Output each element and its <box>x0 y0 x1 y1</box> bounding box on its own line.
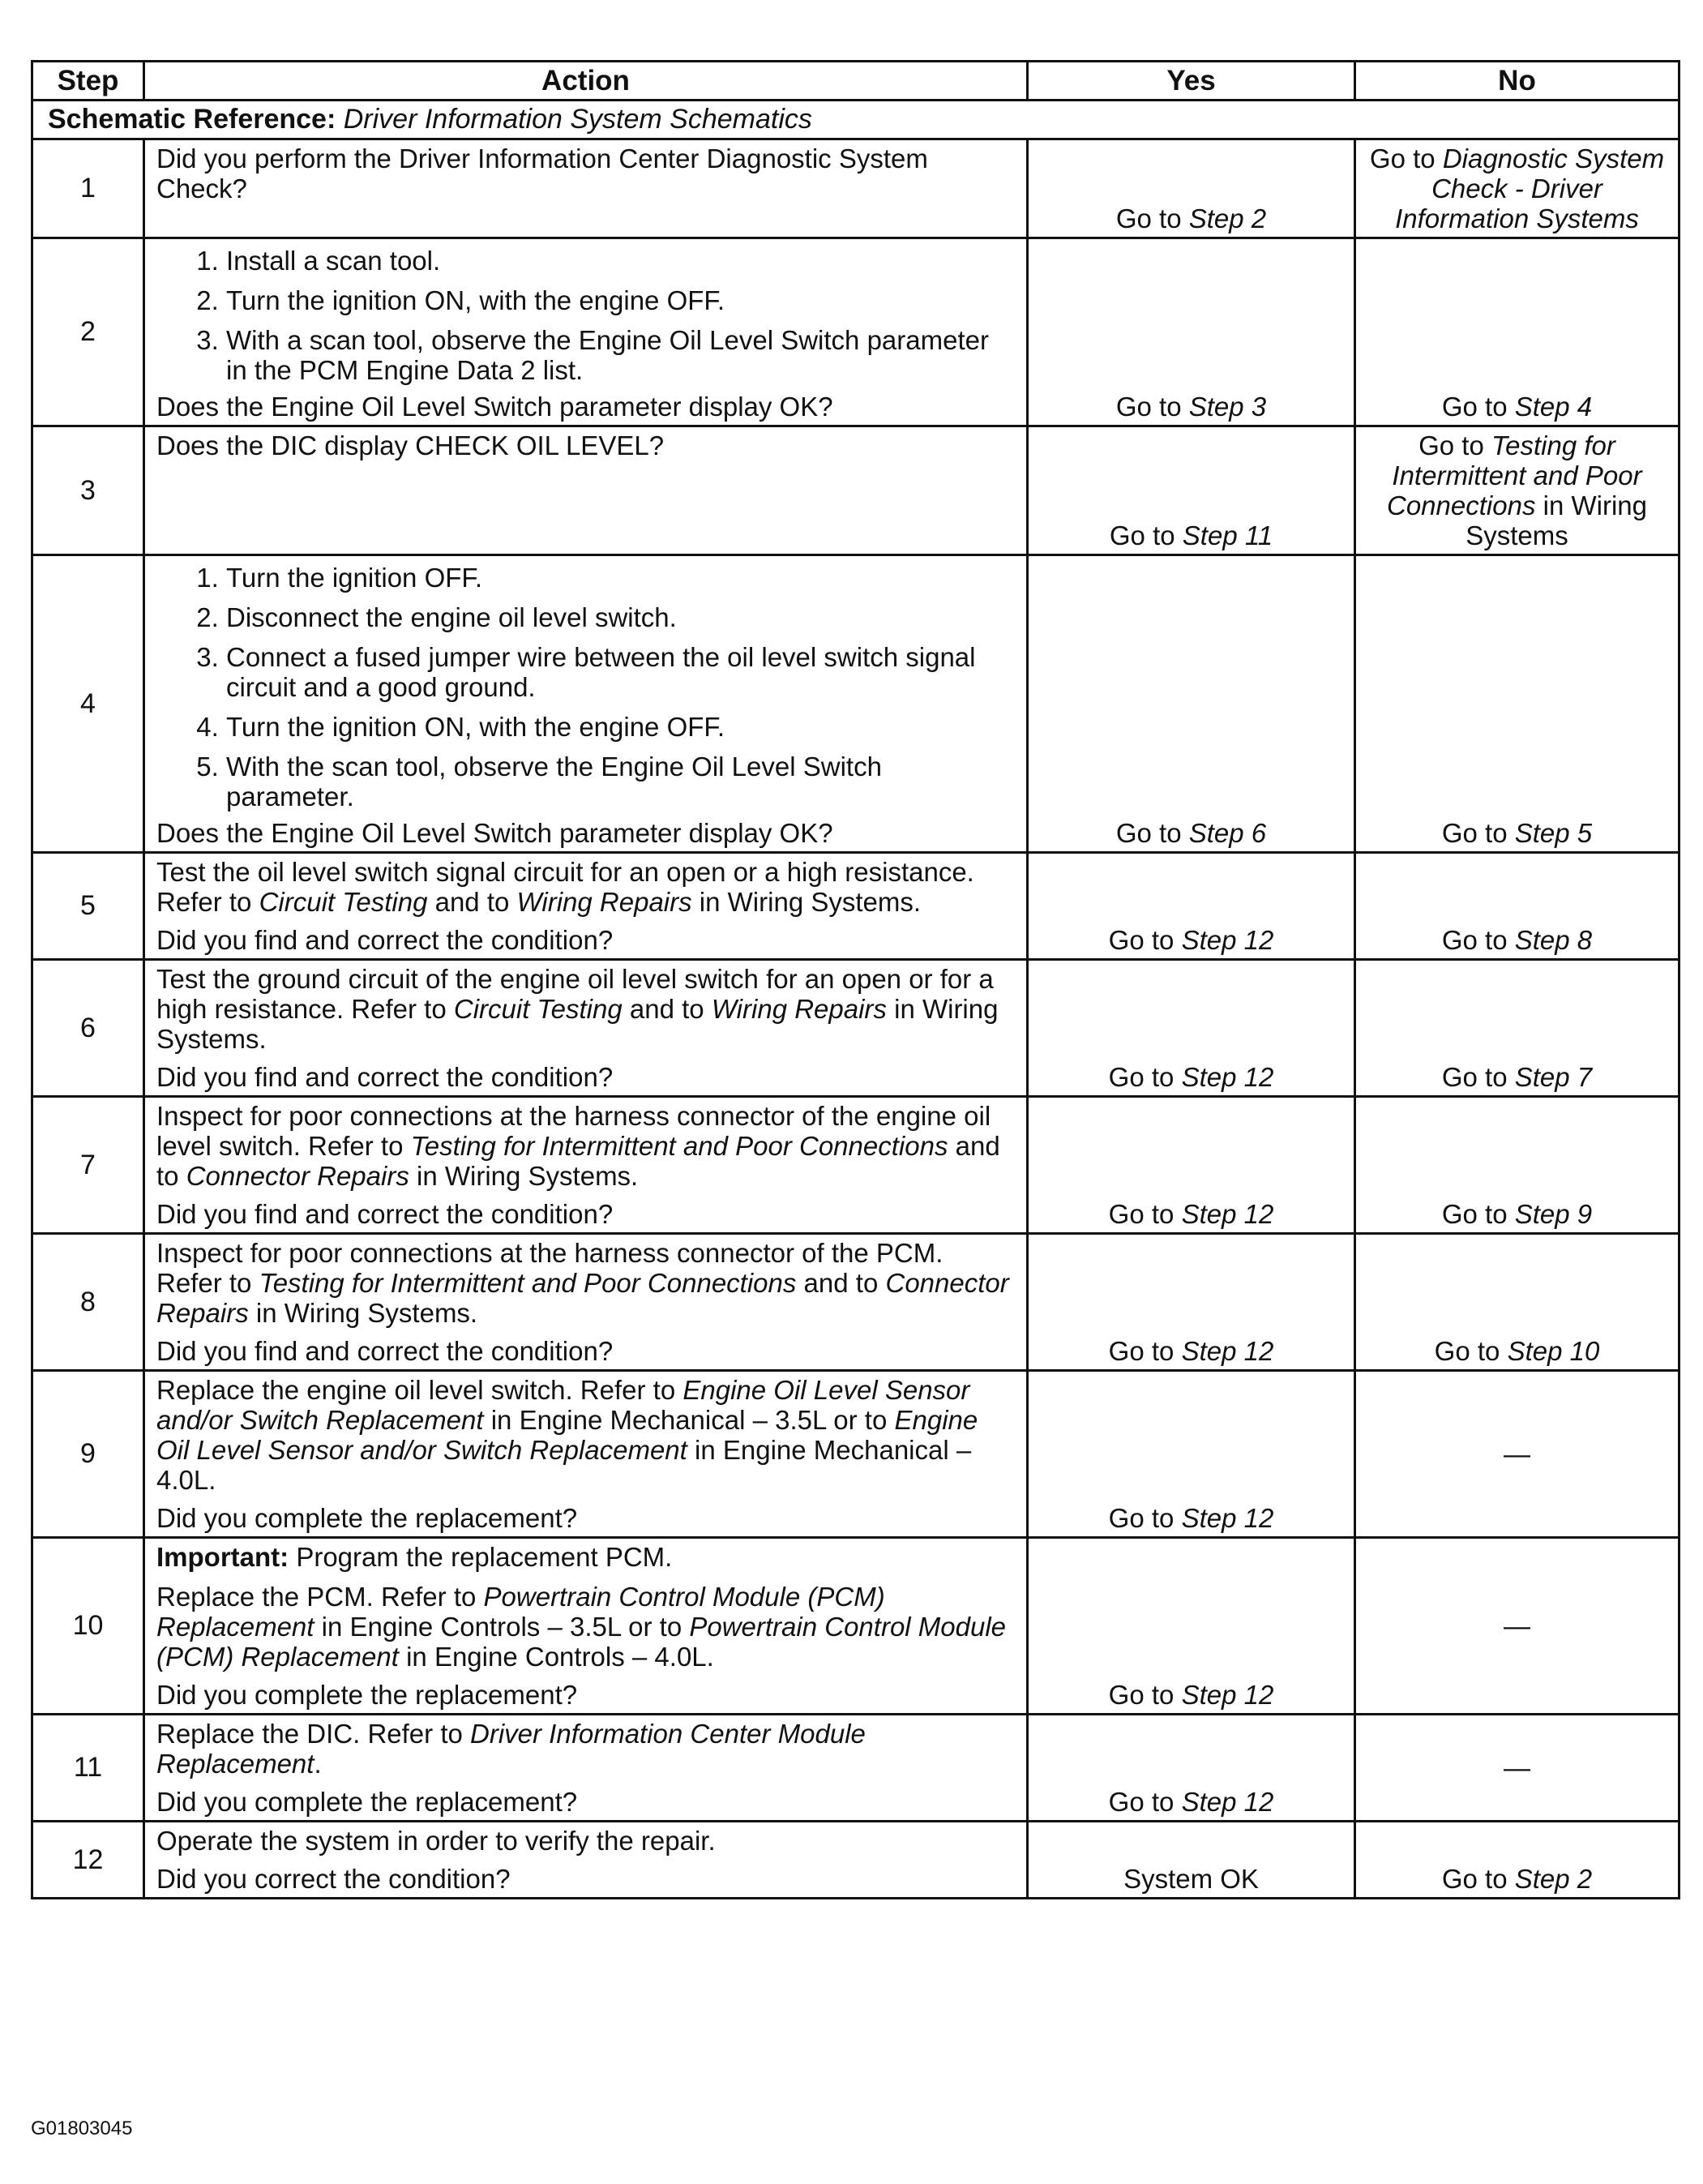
no-cell <box>1355 1097 1679 1234</box>
no-cell <box>1355 139 1679 238</box>
action-steps-list <box>156 563 1015 812</box>
header-no: No <box>1355 62 1679 101</box>
no-cell <box>1355 960 1679 1097</box>
list-item: 3. With a scan tool, observe the Engine Oil Level Switch parameter in the PCM Engine Data 2 list. <box>226 325 1015 385</box>
reference-link[interactable]: Testing for Intermittent and Poor Connections <box>410 1131 948 1161</box>
text-run: Inspect for poor connections at the harness connector of the engine oil level switch. Refer to <box>156 1101 991 1161</box>
reference-link[interactable]: Step 2 <box>1514 1864 1593 1894</box>
action-question: Does the Engine Oil Level Switch parameter display OK? <box>156 392 833 422</box>
text-run: and to <box>156 1131 1000 1191</box>
list-item: 2. Turn the ignition ON, with the engine OFF. <box>226 285 1015 315</box>
yes-cell <box>1028 1715 1355 1822</box>
yes-cell <box>1028 1538 1355 1715</box>
important-label: Important: <box>156 1542 289 1572</box>
text-run: Does the DIC display CHECK OIL LEVEL? <box>156 430 665 460</box>
text-run: . <box>314 1749 322 1779</box>
reference-link[interactable]: Step 4 <box>1514 392 1593 422</box>
text-run: Go to <box>1108 1336 1182 1366</box>
text-run: Go to <box>1108 925 1182 955</box>
yes-cell <box>1028 555 1355 853</box>
list-item: 2. Disconnect the engine oil level switch. <box>226 602 1015 632</box>
text-run: Go to <box>1441 1864 1515 1894</box>
reference-link[interactable]: Step 10 <box>1507 1336 1600 1366</box>
step-number: 1 <box>32 139 144 238</box>
text-run: — <box>1504 1753 1530 1783</box>
schematic-reference <box>32 101 1679 139</box>
header-row <box>32 62 1679 101</box>
text-run: in Engine Mechanical – 3.5L or to <box>483 1405 895 1435</box>
reference-link[interactable]: Wiring Repairs <box>711 994 887 1024</box>
action-cell <box>144 555 1028 853</box>
header-step: Step <box>32 62 144 101</box>
reference-link[interactable]: Powertrain Control Module (PCM) Replacement <box>156 1612 1007 1672</box>
table-row <box>32 426 1679 555</box>
action-cell <box>144 1234 1028 1371</box>
text-run: Did you perform the Driver Information Center Diagnostic System Check? <box>156 143 928 203</box>
action-question: Did you complete the replacement? <box>156 1503 578 1533</box>
step-number: 12 <box>32 1822 144 1899</box>
yes-cell <box>1028 1371 1355 1538</box>
reference-link[interactable]: Engine Oil Level Sensor and/or Switch Replacement <box>156 1375 970 1435</box>
text-run: and to <box>427 887 517 917</box>
yes-cell <box>1028 1097 1355 1234</box>
reference-link[interactable]: Step 12 <box>1181 1336 1274 1366</box>
yes-cell <box>1028 238 1355 426</box>
reference-link[interactable]: Driver Information Center Module Replacement <box>156 1719 866 1779</box>
action-cell <box>144 1822 1028 1899</box>
text-run: Go to <box>1441 392 1515 422</box>
reference-link[interactable]: Testing for Intermittent and Poor Connections <box>1387 430 1642 520</box>
reference-link[interactable]: Wiring Repairs <box>516 887 692 917</box>
text-run: Replace the PCM. Refer to <box>156 1582 484 1612</box>
text-run: System OK <box>1123 1864 1259 1894</box>
action-cell <box>144 426 1028 555</box>
action-cell <box>144 960 1028 1097</box>
step-number: 9 <box>32 1371 144 1538</box>
text-run: Go to <box>1369 143 1443 173</box>
reference-link[interactable]: Step 7 <box>1514 1062 1593 1092</box>
no-cell <box>1355 1371 1679 1538</box>
text-run: — <box>1504 1611 1530 1641</box>
step-number: 7 <box>32 1097 144 1234</box>
text-run: Inspect for poor connections at the harness connector of the PCM. Refer to <box>156 1238 943 1298</box>
text-run: Go to <box>1441 1199 1515 1229</box>
text-run: in Engine Controls – 3.5L or to <box>314 1612 690 1642</box>
text-run: Go to <box>1115 203 1189 233</box>
action-question: Does the Engine Oil Level Switch parameter display OK? <box>156 818 833 848</box>
reference-link[interactable]: Step 12 <box>1181 1062 1274 1092</box>
schematic-reference-link[interactable]: Driver Information System Schematics <box>343 104 812 135</box>
text-run: Go to <box>1115 392 1189 422</box>
text-run: and to <box>622 994 712 1024</box>
text-run: Go to <box>1441 818 1515 848</box>
schematic-reference-label: Schematic Reference: <box>48 104 336 135</box>
reference-link[interactable]: Connector Repairs <box>186 1161 409 1191</box>
text-run: Go to <box>1108 1062 1182 1092</box>
text-run: in Wiring Systems. <box>691 887 922 917</box>
action-question: Did you find and correct the condition? <box>156 925 614 955</box>
text-run: Go to <box>1115 818 1189 848</box>
action-question: Did you find and correct the condition? <box>156 1199 614 1229</box>
action-cell <box>144 1715 1028 1822</box>
header-action: Action <box>144 62 1028 101</box>
list-item: 4. Turn the ignition ON, with the engine OFF. <box>226 712 1015 742</box>
reference-link[interactable]: Connector Repairs <box>156 1268 1009 1328</box>
table-row <box>32 1234 1679 1371</box>
reference-link[interactable]: Step 12 <box>1181 1199 1274 1229</box>
action-cell <box>144 1371 1028 1538</box>
text-run: Operate the system in order to verify the repair. <box>156 1826 716 1856</box>
step-number: 8 <box>32 1234 144 1371</box>
yes-cell <box>1028 853 1355 960</box>
action-cell <box>144 139 1028 238</box>
action-paragraph <box>156 430 1015 460</box>
yes-cell <box>1028 1822 1355 1899</box>
text-run: in Wiring Systems. <box>409 1161 639 1191</box>
text-run: — <box>1504 1439 1530 1469</box>
text-run: Test the ground circuit of the engine oil level switch for an open or for a high resistance. Refer to <box>156 964 994 1024</box>
action-paragraph <box>156 143 1015 203</box>
reference-link[interactable]: Step 2 <box>1188 203 1267 233</box>
reference-link[interactable]: Circuit Testing <box>453 994 623 1024</box>
no-cell <box>1355 1234 1679 1371</box>
reference-link[interactable]: Step 6 <box>1188 818 1267 848</box>
action-question: Did you complete the replacement? <box>156 1680 578 1710</box>
list-item: 1. Turn the ignition OFF. <box>226 563 1015 593</box>
no-cell <box>1355 1715 1679 1822</box>
figure-id: G01803045 <box>31 2118 133 2139</box>
text-run: Go to <box>1418 430 1491 460</box>
table-row <box>32 555 1679 853</box>
text-run: and to <box>796 1268 886 1298</box>
table-row <box>32 139 1679 238</box>
no-cell <box>1355 1538 1679 1715</box>
table-row <box>32 238 1679 426</box>
list-item: 1. Install a scan tool. <box>226 246 1015 276</box>
list-item: 5. With the scan tool, observe the Engine Oil Level Switch parameter. <box>226 752 1015 812</box>
header-yes: Yes <box>1028 62 1355 101</box>
action-cell <box>144 1538 1028 1715</box>
reference-link[interactable]: Step 3 <box>1188 392 1267 422</box>
no-cell <box>1355 238 1679 426</box>
action-paragraph <box>156 964 1015 1054</box>
no-cell <box>1355 1822 1679 1899</box>
text-run: Go to <box>1108 1680 1182 1710</box>
action-paragraph <box>156 1719 1015 1779</box>
reference-link[interactable]: Step 11 <box>1182 520 1273 550</box>
yes-cell <box>1028 960 1355 1097</box>
table-row <box>32 1097 1679 1234</box>
diagnostic-table <box>31 60 1680 1899</box>
action-cell <box>144 853 1028 960</box>
reference-link[interactable]: Step 12 <box>1181 1680 1274 1710</box>
action-paragraph <box>156 1375 1015 1495</box>
text-run: in Wiring Systems <box>1466 490 1647 550</box>
reference-link[interactable]: Step 12 <box>1181 1503 1274 1533</box>
step-number: 6 <box>32 960 144 1097</box>
table-row <box>32 1538 1679 1715</box>
text-run: in Engine Controls – 4.0L. <box>398 1642 714 1672</box>
reference-link[interactable]: Testing for Intermittent and Poor Connections <box>259 1268 797 1298</box>
action-question: Did you complete the replacement? <box>156 1787 578 1817</box>
action-paragraph <box>156 1101 1015 1191</box>
reference-link[interactable]: Step 5 <box>1514 818 1593 848</box>
no-cell <box>1355 426 1679 555</box>
reference-link[interactable]: Circuit Testing <box>259 887 428 917</box>
step-number: 10 <box>32 1538 144 1715</box>
text-run: in Wiring Systems. <box>248 1298 478 1328</box>
action-cell <box>144 238 1028 426</box>
reference-link[interactable]: Powertrain Control Module (PCM) Replacement <box>156 1582 885 1642</box>
action-cell <box>144 1097 1028 1234</box>
action-paragraph <box>156 1542 1015 1572</box>
step-number: 5 <box>32 853 144 960</box>
yes-cell <box>1028 1234 1355 1371</box>
table-row <box>32 1822 1679 1899</box>
yes-cell <box>1028 426 1355 555</box>
table-row <box>32 853 1679 960</box>
table-row <box>32 1371 1679 1538</box>
document <box>31 60 1678 1899</box>
action-question: Did you find and correct the condition? <box>156 1336 614 1366</box>
no-cell <box>1355 555 1679 853</box>
text-run: Go to <box>1441 925 1515 955</box>
table-row <box>32 1715 1679 1822</box>
text-run: in Engine Mechanical – 4.0L. <box>156 1435 972 1495</box>
schematic-reference-row <box>32 101 1679 139</box>
action-steps-list <box>156 246 1015 385</box>
action-question: Did you correct the condition? <box>156 1864 511 1894</box>
action-paragraph <box>156 1582 1015 1672</box>
no-cell <box>1355 853 1679 960</box>
reference-link[interactable]: Step 8 <box>1514 925 1593 955</box>
yes-cell <box>1028 139 1355 238</box>
action-paragraph <box>156 857 1015 917</box>
step-number: 2 <box>32 238 144 426</box>
text-run: Go to <box>1108 1503 1182 1533</box>
step-number: 3 <box>32 426 144 555</box>
step-number: 4 <box>32 555 144 853</box>
text-run: Go to <box>1108 1199 1182 1229</box>
text-run: Go to <box>1109 520 1183 550</box>
step-number: 11 <box>32 1715 144 1822</box>
text-run: Go to <box>1441 1062 1515 1092</box>
action-question: Did you find and correct the condition? <box>156 1062 614 1092</box>
text-run: Replace the DIC. Refer to <box>156 1719 471 1749</box>
reference-link[interactable]: Step 9 <box>1514 1199 1593 1229</box>
reference-link[interactable]: Step 12 <box>1181 1787 1274 1817</box>
text-run: Replace the engine oil level switch. Refer to <box>156 1375 683 1405</box>
text-run: Test the oil level switch signal circuit for an open or a high resistance. Refer to <box>156 857 974 917</box>
text-run: in Wiring Systems. <box>156 994 999 1054</box>
reference-link[interactable]: Engine Oil Level Sensor and/or Switch Replacement <box>156 1405 978 1465</box>
table-row <box>32 960 1679 1097</box>
reference-link[interactable]: Step 12 <box>1181 925 1274 955</box>
list-item: 3. Connect a fused jumper wire between the oil level switch signal circuit and a good ground. <box>226 642 1015 702</box>
reference-link[interactable]: Diagnostic System Check - Driver Information Systems <box>1395 143 1665 233</box>
action-paragraph <box>156 1238 1015 1328</box>
action-paragraph <box>156 1826 1015 1856</box>
text-run: Go to <box>1434 1336 1508 1366</box>
text-run: Program the replacement PCM. <box>289 1542 673 1572</box>
table-body <box>32 101 1679 1899</box>
text-run: Go to <box>1108 1787 1182 1817</box>
